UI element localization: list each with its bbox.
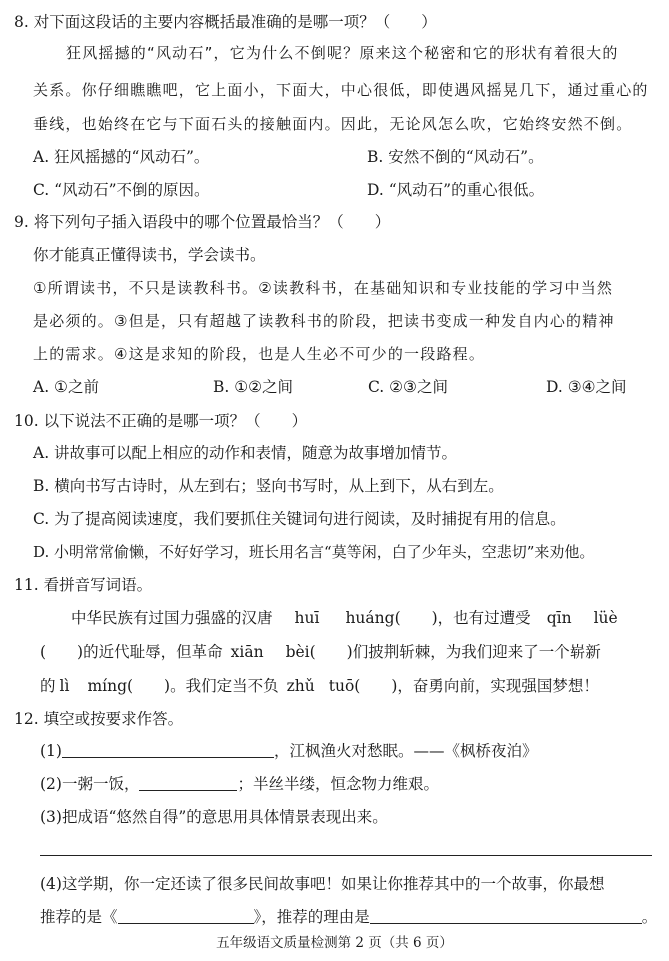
q11-pinyin-blank[interactable]: tuō( ) bbox=[328, 677, 398, 695]
q9-option-c[interactable]: C. ②③之间 bbox=[368, 378, 448, 396]
answer-blank[interactable] bbox=[118, 907, 254, 924]
q11-text: 们披荆斩棘，为我们迎来了一个崭新 bbox=[352, 643, 601, 661]
q8-option-a[interactable]: A. 狂风摇撼的“风动石”。 bbox=[33, 148, 210, 166]
q9-option-d[interactable]: D. ③④之间 bbox=[546, 378, 627, 396]
q10-option-d[interactable]: D. 小明常常偷懒，不好好学习，班长用名言“莫等闲，白了少年头，空悲切”来劝他。 bbox=[33, 543, 595, 561]
q12-item-text: 。 bbox=[641, 908, 658, 926]
q9-passage-line: ①所谓读书，不只是读教科书。②读教科书，在基础知识和专业技能的学习中当然 bbox=[33, 279, 614, 297]
q12-item-4-line2 bbox=[40, 906, 657, 928]
q12-item-1 bbox=[40, 740, 537, 762]
q9-sentence: 你才能真正懂得读书，学会读书。 bbox=[33, 246, 266, 264]
q8-passage-line: 狂风摇撼的“风动石”，它为什么不倒呢？原来这个秘密和它的形状有着很大的 bbox=[66, 44, 619, 62]
q10-stem: 10. 以下说法不正确的是哪一项？（ ） bbox=[14, 412, 308, 430]
q8-option-c[interactable]: C. “风动石”不倒的原因。 bbox=[33, 181, 210, 199]
q11-text: 。我们定当不负 bbox=[170, 677, 279, 695]
q9-option-a[interactable]: A. ①之前 bbox=[33, 378, 99, 396]
page-footer: 五年级语文质量检测第 2 页（共 6 页） bbox=[216, 935, 453, 951]
q11-pinyin: xiān bbox=[230, 643, 264, 661]
q11-text: 中华民族有过国力强盛的汉唐 bbox=[71, 609, 273, 627]
q10-option-a[interactable]: A. 讲故事可以配上相应的动作和表情，随意为故事增加情节。 bbox=[33, 444, 458, 462]
q10-option-c[interactable]: C. 为了提高阅读速度，我们要抓住关键词句进行阅读，及时捕捉有用的信息。 bbox=[33, 510, 566, 528]
q11-pinyin: lì bbox=[59, 677, 70, 695]
q11-pinyin: huī bbox=[294, 609, 320, 627]
answer-line[interactable] bbox=[40, 855, 652, 856]
q11-pinyin-blank[interactable]: míng( ) bbox=[87, 677, 171, 695]
q8-stem: 8. 对下面这段话的主要内容概括最准确的是哪一项？（ ） bbox=[14, 13, 437, 31]
q11-stem: 11. 看拼音写词语。 bbox=[14, 576, 153, 594]
answer-blank[interactable] bbox=[139, 774, 237, 791]
answer-blank[interactable] bbox=[62, 741, 274, 758]
answer-blank[interactable] bbox=[370, 907, 642, 924]
q11-pinyin: lüè bbox=[593, 609, 618, 627]
q12-item-text: ，江枫渔火对愁眠。——《枫桥夜泊》 bbox=[273, 742, 538, 760]
q11-line1 bbox=[71, 607, 618, 629]
q11-blank[interactable]: ( ) bbox=[40, 643, 84, 661]
q12-item-text: (2)一粥一饭， bbox=[40, 775, 140, 793]
q11-pinyin: qīn bbox=[546, 609, 572, 627]
q9-passage-line: 上的需求。④这是求知的阶段，也是人生必不可少的一段路程。 bbox=[33, 345, 486, 363]
q11-text: 的 bbox=[40, 677, 56, 695]
q12-stem: 12. 填空或按要求作答。 bbox=[14, 710, 184, 728]
q11-text: ，奋勇向前，实现强国梦想！ bbox=[397, 677, 599, 695]
q12-item-text: ；半丝半缕，恒念物力维艰。 bbox=[237, 775, 439, 793]
q8-option-d[interactable]: D. “风动石”的重心很低。 bbox=[367, 181, 545, 199]
q12-item-text: 推荐的是《 bbox=[40, 908, 118, 926]
q12-item-2 bbox=[40, 773, 439, 795]
q12-item-4-line1: (4)这学期，你一定还读了很多民间故事吧！如果让你推荐其中的一个故事，你最想 bbox=[40, 875, 605, 893]
q9-stem: 9. 将下列句子插入语段中的哪个位置最恰当？（ ） bbox=[14, 213, 391, 231]
q11-text: ，也有过遭受 bbox=[437, 609, 531, 627]
q9-option-b[interactable]: B. ①②之间 bbox=[213, 378, 294, 396]
q11-pinyin-blank[interactable]: huáng( ) bbox=[345, 609, 438, 627]
q12-item-text: 》，推荐的理由是 bbox=[253, 908, 370, 926]
q10-option-b[interactable]: B. 横向书写古诗时，从左到右；竖向书写时，从上到下，从右到左。 bbox=[33, 477, 504, 495]
q11-text: 的近代耻辱，但革命 bbox=[83, 643, 223, 661]
q12-item-3: (3)把成语“悠然自得”的意思用具体情景表现出来。 bbox=[40, 808, 388, 826]
q11-line3 bbox=[40, 675, 599, 697]
q8-option-b[interactable]: B. 安然不倒的“风动石”。 bbox=[367, 148, 544, 166]
q11-line2 bbox=[40, 641, 601, 663]
q11-pinyin: zhǔ bbox=[286, 677, 315, 695]
q11-pinyin-blank[interactable]: bèi( ) bbox=[285, 643, 353, 661]
q8-passage-line: 关系。你仔细瞧瞧吧，它上面小，下面大，中心很低，即使遇风摇晃几下，通过重心的 bbox=[33, 81, 649, 99]
q9-passage-line: 是必须的。③但是，只有超越了读教科书的阶段，把读书变成一种发自内心的精神 bbox=[33, 312, 615, 330]
q12-item-number: (1) bbox=[40, 742, 62, 760]
q8-passage-line: 垂线，也始终在它与下面石头的接触面内。因此，无论风怎么吹，它始终安然不倒。 bbox=[33, 115, 633, 133]
